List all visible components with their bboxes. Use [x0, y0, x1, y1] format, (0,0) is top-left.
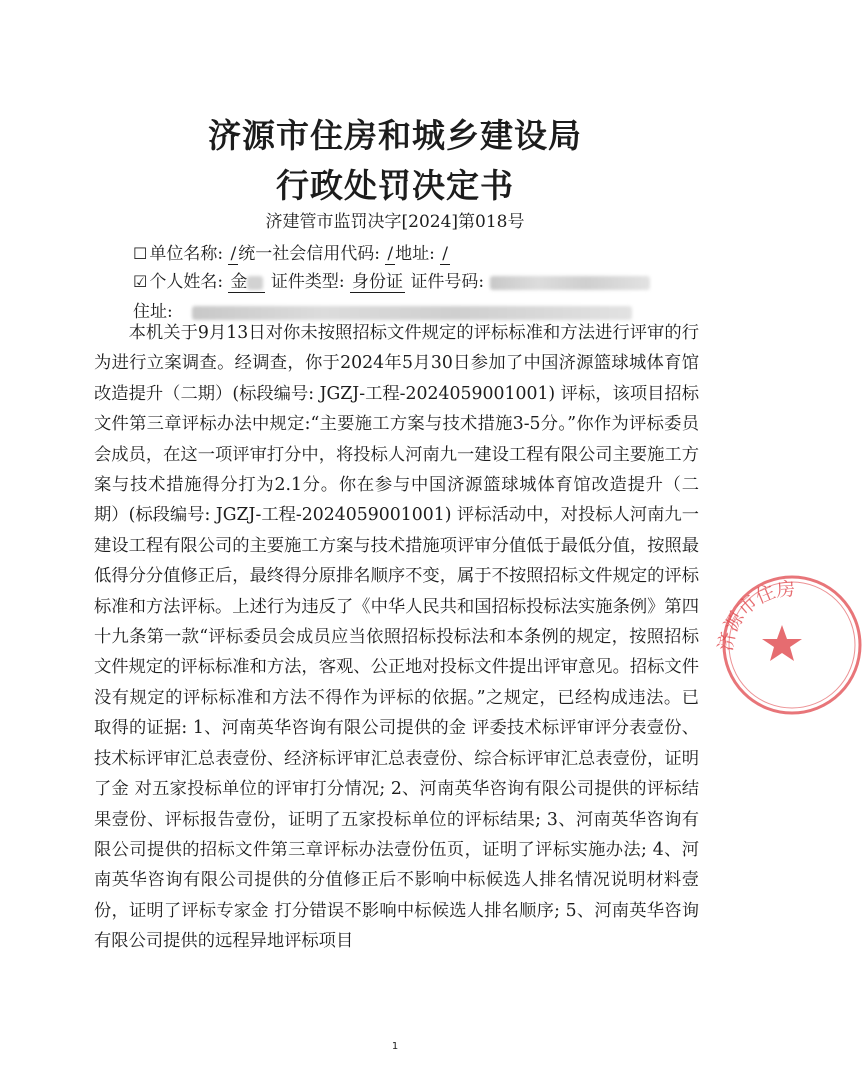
credit-code-label: 统一社会信用代码:	[238, 244, 380, 264]
person-info-line	[133, 267, 650, 293]
title-line-1: 济源市住房和城乡建设局	[208, 116, 582, 155]
svg-text:济源市住房	[715, 578, 796, 653]
seal-star-icon	[762, 625, 802, 661]
credit-code-value: /	[387, 244, 394, 264]
official-seal-stamp	[712, 570, 862, 720]
unit-name-value: /	[230, 244, 237, 264]
seal-text: 济源市住房	[714, 578, 796, 653]
unit-name-label: 单位名称:	[149, 244, 224, 264]
address-value: /	[442, 244, 448, 264]
residence-label: 住址:	[133, 302, 173, 322]
redacted-name-mark	[247, 276, 263, 290]
document-number: 济建管市监罚决字[2024]第018号	[265, 212, 525, 232]
person-checkbox: ☑	[133, 272, 148, 291]
id-type-value: 身份证	[352, 272, 404, 292]
person-name-value: 金	[228, 272, 265, 293]
id-type-label: 证件类型:	[270, 272, 345, 292]
person-name-label: 个人姓名:	[149, 272, 224, 292]
redacted-id-number	[490, 276, 650, 290]
address-label: 地址:	[395, 244, 435, 264]
id-number-label: 证件号码:	[410, 272, 485, 292]
decision-body-text: 本机关于9月13日对你未按照招标文件规定的评标标准和方法进行评审的行为进行立案调查。经调查，你于2024年5月30日参加了中国济源篮球城体育馆改造提升（二期）(标段编号: JGZJ-工程-2024059001001) 评标，该项目招标文件第三章评标办法中规定:“主要施工方案与技术措施3-5分。”你作为评标委员会成员，在这一项评审打分中，将投标人河南九一建设工程有限公司主要施工方案与技术措施得分打为2.1分。你在参与中国济源篮球城体育馆改造提升（二期）(标段编号: JGZJ-工程-2024059001001) 评标活动中，对投标人河南九一建设工程有限公司的主要施工方案与技术措施项评审分值低于最低分值，按照最低得分分值修正后，最终得分原排名顺序不变，属于不按照招标文件规定的评标标准和方法评标。上述行为违反了《中华人民共和国招标投标法实施条例》第四十九条第一款“评标委员会成员应当依照招标投标法和本条例的规定，按照招标文件规定的评标标准和方法，客观、公正地对投标文件提出评审意见。招标文件没有规定的评标标准和方法不得作为评标的依据。”之规定，已经构成违法。已取得的证据: 1、河南英华咨询有限公司提供的金 评委技术标评审评分表壹份、技术标评审汇总表壹份、经济标评审汇总表壹份、综合标评审汇总表壹份，证明了金 对五家投标单位的评审打分情况; 2、河南英华咨询有限公司提供的评标结果壹份、评标报告壹份，证明了五家投标单位的评标结果; 3、河南英华咨询有限公司提供的招标文件第三章评标办法壹份伍页，证明了评标实施办法; 4、河南英华咨询有限公司提供的分值修正后不影响中标候选人排名情况说明材料壹份，证明了评标专家金 打分错误不影响中标候选人排名顺序; 5、河南英华咨询有限公司提供的远程异地评标项目	[94, 323, 699, 952]
page-number: 1	[391, 1041, 399, 1052]
unit-checkbox: ☐	[133, 244, 148, 263]
title-line-2: 行政处罚决定书	[276, 166, 514, 205]
unit-info-line	[133, 239, 450, 265]
